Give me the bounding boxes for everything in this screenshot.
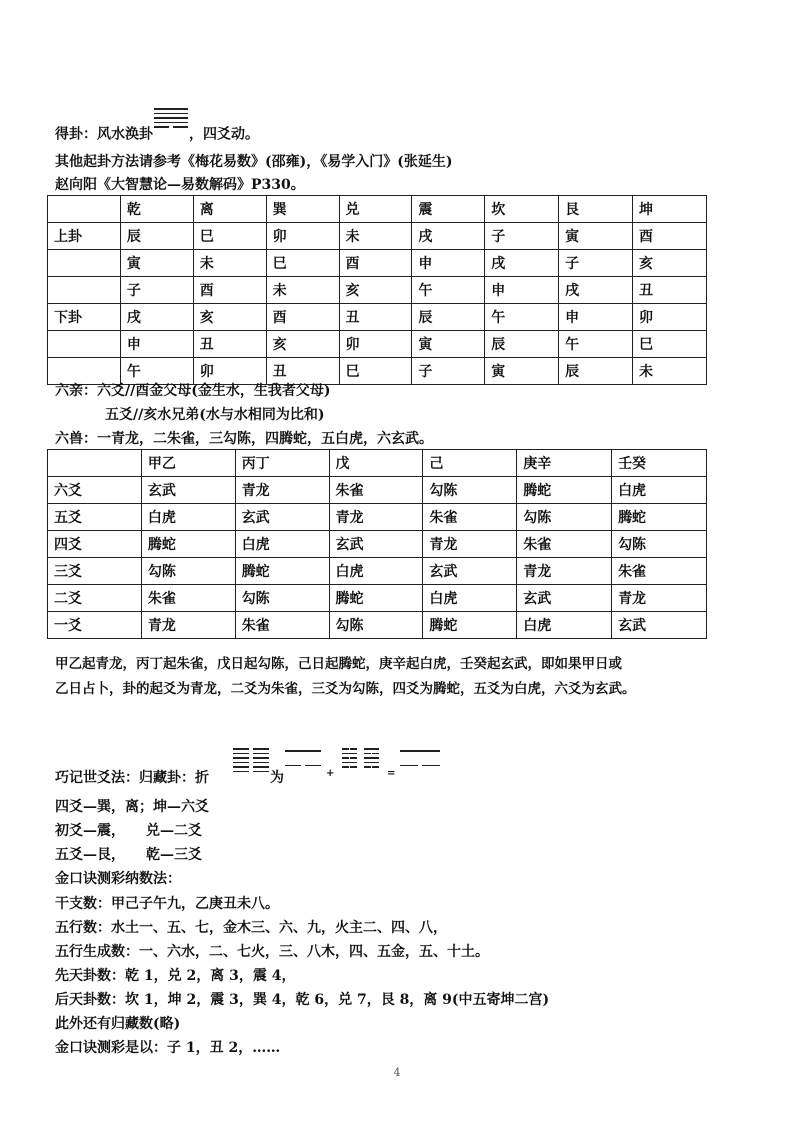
table-cell: 白虎 [141,504,235,531]
table-cell: 青龙 [235,477,329,504]
header-row [48,196,707,223]
header-cell: 乾 [120,196,193,223]
table-row [48,223,707,250]
table-cell: 申 [559,304,633,331]
table-cell: 子 [485,223,559,250]
table-cell: 亥 [339,277,412,304]
header-cell: 坎 [485,196,559,223]
table-cell: 戌 [559,277,633,304]
table-cell: 巳 [339,358,412,385]
header-cell: 坤 [633,196,707,223]
item-3: 五行数：水土一、五、七，金木三、六、九，火主二、四、八， [55,920,447,936]
liushou-table [47,449,707,639]
table-cell: 朱雀 [423,504,517,531]
table-cell: 未 [633,358,707,385]
table-cell: 亥 [193,304,266,331]
table-cell: 申 [485,277,559,304]
header-cell: 兑 [339,196,412,223]
table-cell: 寅 [412,331,485,358]
table-cell: 青龙 [141,612,235,639]
table-cell: 酉 [193,277,266,304]
item-2: 干支数：甲己子午九，乙庚丑未八。 [55,896,279,912]
table-cell: 腾蛇 [517,477,612,504]
table-cell: 酉 [339,250,412,277]
table-cell: 午 [559,331,633,358]
table-cell: 子 [412,358,485,385]
note-line-2: 乙日占卜，卦的起爻为青龙，二爻为朱雀，三爻为勾陈，四爻为腾蛇，五爻为白虎，六爻为玄武。 [55,681,636,697]
result-hexagram-b-icon [400,750,440,769]
table-cell: 朱雀 [517,531,612,558]
header-cell: 震 [412,196,485,223]
table-cell [48,277,121,304]
najia-table [47,195,707,385]
header-cell [48,450,142,477]
page-number: 4 [393,1066,401,1079]
qiaoji-zhe: 折 [195,770,209,786]
table-row [48,250,707,277]
header-cell: 己 [423,450,517,477]
table-cell: 午 [120,358,193,385]
table-cell: 腾蛇 [423,612,517,639]
table-cell: 辰 [485,331,559,358]
author-line: 赵向阳《大智慧论—易数解码》P330。 [55,177,305,193]
table-row [48,331,707,358]
trigram-pair-icon [342,748,382,771]
table-cell: 勾陈 [329,612,423,639]
table-cell: 下卦 [48,304,121,331]
table-cell: 青龙 [423,531,517,558]
table-cell: 勾陈 [141,558,235,585]
table-row [48,277,707,304]
table-cell: 子 [120,277,193,304]
liuqin-line-2: 五爻//亥水兄弟(水与水相同为比和) [105,407,325,423]
table-cell: 勾陈 [612,531,707,558]
header-cell: 离 [193,196,266,223]
result-prefix: 得卦：风水涣卦 [55,126,153,143]
table-cell: 腾蛇 [141,531,235,558]
table-cell: 申 [120,331,193,358]
liushou-line: 六兽：一青龙，二朱雀，三勾陈，四腾蛇，五白虎，六玄武。 [55,431,433,447]
header-cell: 巽 [266,196,339,223]
table-cell: 未 [266,277,339,304]
table-cell: 巳 [193,223,266,250]
note-line-1: 甲乙起青龙，丙丁起朱雀，戊日起勾陈，己日起腾蛇，庚辛起白虎，壬癸起玄武，即如果甲日或 [55,656,622,672]
table-cell: 玄武 [141,477,235,504]
table-cell: 戌 [412,223,485,250]
table-cell: 腾蛇 [329,585,423,612]
result-hexagram-a-icon [285,750,321,769]
table-cell: 三爻 [48,558,142,585]
table-cell: 丑 [266,358,339,385]
table-cell: 未 [193,250,266,277]
table-cell: 戌 [485,250,559,277]
header-cell: 戊 [329,450,423,477]
table-cell: 勾陈 [235,585,329,612]
table-cell: 子 [559,250,633,277]
table-row [48,585,707,612]
table-cell: 丑 [339,304,412,331]
equals-sign: = [387,768,396,779]
table-row [48,304,707,331]
table-cell: 酉 [633,223,707,250]
table-cell: 卯 [633,304,707,331]
table-cell: 午 [485,304,559,331]
liuqin-line-1: 六亲：六爻//酉金父母(金生水，生我者父母) [55,383,331,399]
rule-3: 五爻—艮， 乾—三爻 [55,847,202,863]
header-cell [48,196,121,223]
table-cell: 腾蛇 [235,558,329,585]
item-6: 后天卦数：坎 1，坤 2，震 3，巽 4，乾 6，兑 7，艮 8，离 9(中五寄坤二宫) [55,992,550,1008]
qiaoji-line [55,767,209,787]
table-cell: 巳 [266,250,339,277]
header-row [48,450,707,477]
table-cell: 腾蛇 [612,504,707,531]
qiaoji-prefix: 巧记世爻法：归藏卦： [55,770,195,786]
table-cell: 玄武 [235,504,329,531]
table-cell: 玄武 [423,558,517,585]
table-cell [48,331,121,358]
table-cell: 朱雀 [612,558,707,585]
table-cell: 朱雀 [141,585,235,612]
plus-sign: + [326,768,335,779]
table-cell: 勾陈 [517,504,612,531]
table-cell: 玄武 [517,585,612,612]
table-cell: 青龙 [329,504,423,531]
table-row [48,531,707,558]
item-1: 金口诀测彩纳数法： [55,871,181,887]
table-cell: 午 [412,277,485,304]
header-cell: 壬癸 [612,450,707,477]
reference-line: 其他起卦方法请参考《梅花易数》(邵雍)，《易学入门》(张延生) [55,154,453,170]
table-cell: 五爻 [48,504,142,531]
table-row [48,504,707,531]
table-cell: 巳 [633,331,707,358]
header-cell: 甲乙 [141,450,235,477]
table-cell: 辰 [559,358,633,385]
table-cell: 丑 [193,331,266,358]
header-cell: 庚辛 [517,450,612,477]
guicang-hexagram-icon [233,748,269,775]
table-cell: 朱雀 [235,612,329,639]
table-cell: 朱雀 [329,477,423,504]
table-row [48,612,707,639]
item-5: 先天卦数：乾 1，兑 2，离 3，震 4， [55,968,296,984]
table-cell: 白虎 [612,477,707,504]
table-cell: 青龙 [517,558,612,585]
rule-1: 四爻—巽，离；坤—六爻 [55,799,209,815]
table-cell: 白虎 [329,558,423,585]
table-cell: 玄武 [329,531,423,558]
table-cell: 寅 [559,223,633,250]
table-cell: 二爻 [48,585,142,612]
table-cell: 戌 [120,304,193,331]
table-row [48,558,707,585]
result-line [55,122,259,145]
table-cell: 勾陈 [423,477,517,504]
table-cell: 白虎 [235,531,329,558]
table-cell: 卯 [339,331,412,358]
table-cell: 亥 [266,331,339,358]
table-cell: 四爻 [48,531,142,558]
table-cell: 辰 [412,304,485,331]
rule-2: 初爻—震， 兑—二爻 [55,823,202,839]
table-cell: 申 [412,250,485,277]
table-cell: 辰 [120,223,193,250]
table-cell: 玄武 [612,612,707,639]
table-cell [48,250,121,277]
table-cell: 一爻 [48,612,142,639]
table-cell: 丑 [633,277,707,304]
table-cell: 酉 [266,304,339,331]
table-cell: 卯 [193,358,266,385]
table-cell: 卯 [266,223,339,250]
qiaoji-wei: 为 [270,770,284,786]
table-cell: 六爻 [48,477,142,504]
item-8: 金口诀测彩是以：子 1，丑 2，…… [55,1040,281,1056]
header-cell: 艮 [559,196,633,223]
item-7: 此外还有归藏数(略) [55,1016,181,1032]
item-4: 五行生成数：一、六水，二、七火，三、八木，四、五金，五、十土。 [55,944,489,960]
table-row [48,477,707,504]
table-cell: 上卦 [48,223,121,250]
table-cell: 白虎 [423,585,517,612]
table-cell: 寅 [120,250,193,277]
table-cell: 未 [339,223,412,250]
huan-hexagram-icon [154,108,188,131]
result-suffix: ，四爻动。 [189,126,259,143]
table-cell: 青龙 [612,585,707,612]
header-cell: 丙丁 [235,450,329,477]
table-cell: 寅 [485,358,559,385]
table-cell: 亥 [633,250,707,277]
table-cell: 白虎 [517,612,612,639]
